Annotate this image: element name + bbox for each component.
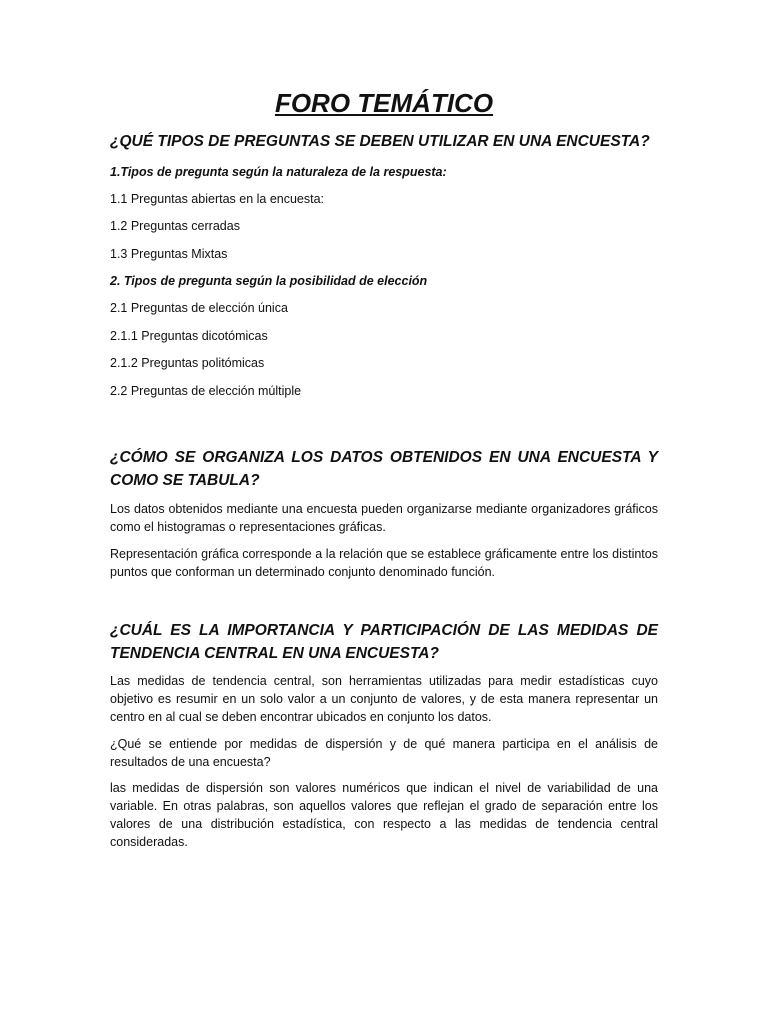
list-item: 1.1 Preguntas abiertas en la encuesta: — [110, 192, 325, 206]
list-item: 1.Tipos de pregunta según la naturaleza de la respuesta: — [110, 165, 447, 179]
paragraph: Las medidas de tendencia central, son herramientas utilizadas para medir estadísticas cuyo objetivo es resumir en un solo valor a un conjunto de valores, y de esta manera representar un centro en al cual se deben encontrar ubicados en conjunto los datos. — [110, 674, 658, 724]
list-item: 2.2 Preguntas de elección múltiple — [110, 384, 302, 398]
section-2-heading: ¿CÓMO SE ORGANIZA LOS DATOS OBTENIDOS EN UNA ENCUESTA Y COMO SE TABULA? — [110, 449, 658, 489]
list-item: 2.1 Preguntas de elección única — [110, 301, 288, 315]
list-item: 2. Tipos de pregunta según la posibilidad de elección — [110, 274, 428, 288]
section-3-heading: ¿CUÁL ES LA IMPORTANCIA Y PARTICIPACIÓN DE LAS MEDIDAS DE TENDENCIA CENTRAL EN UNA ENCUESTA? — [110, 622, 658, 662]
paragraph: Representación gráfica corresponde a la relación que se establece gráficamente entre los distintos puntos que conforman un determinado conjunto denominado función. — [110, 547, 658, 579]
list-item: 2.1.1 Preguntas dicotómicas — [110, 329, 268, 343]
section-1-heading: ¿QUÉ TIPOS DE PREGUNTAS SE DEBEN UTILIZAR EN UNA ENCUESTA? — [110, 133, 650, 150]
paragraph: Los datos obtenidos mediante una encuesta pueden organizarse mediante organizadores gráficos como el histogramas o representaciones gráficas. — [110, 502, 658, 534]
page-title: FORO TEMÁTICO — [274, 88, 494, 118]
list-item: 1.2 Preguntas cerradas — [110, 219, 240, 233]
paragraph: las medidas de dispersión son valores numéricos que indican el nivel de variabilidad de una variable. En otras palabras, son aquellos valores que reflejan el grado de separación entre los valores de una distribución estadística, con respecto a las medidas de tendencia central consideradas. — [110, 781, 658, 849]
list-item: 1.3 Preguntas Mixtas — [110, 247, 228, 261]
paragraph: ¿Qué se entiende por medidas de dispersión y de qué manera participa en el análisis de resultados de una encuesta? — [110, 737, 658, 769]
list-item: 2.1.2 Preguntas politómicas — [110, 356, 265, 370]
